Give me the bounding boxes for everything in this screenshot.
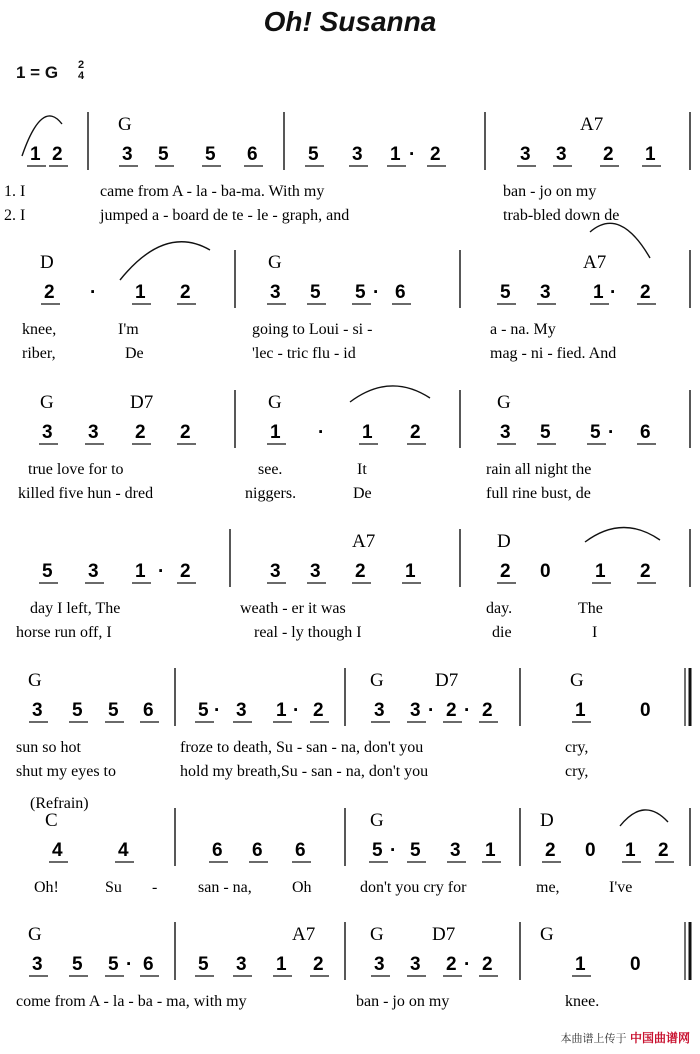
note-number: 6 — [247, 144, 258, 165]
chord-symbol: A7 — [292, 924, 316, 945]
slur-arc — [585, 527, 660, 542]
chord-symbol: C — [45, 810, 58, 831]
note-number: 2 — [482, 954, 493, 975]
note-number: 6 — [252, 840, 263, 861]
lyric-verse-2: niggers. — [245, 485, 297, 502]
note-number: 5 — [205, 144, 216, 165]
note-number: 3 — [540, 282, 551, 303]
note-number: 3 — [410, 700, 421, 721]
note-number: 3 — [374, 700, 385, 721]
lyric-verse-2: hold my breath,Su - san - na, don't you — [180, 763, 429, 780]
chord-symbol: G — [370, 670, 384, 691]
note-number: 2 — [313, 954, 324, 975]
lyric-verse-1: don't you cry for — [360, 879, 467, 896]
lyric-verse-1: - — [152, 879, 158, 896]
chord-symbol: G — [118, 114, 132, 135]
lyric-verse-2: shut my eyes to — [16, 763, 116, 780]
dot-mark: · — [158, 561, 165, 582]
note-number: 5 — [72, 954, 83, 975]
note-number: 6 — [143, 954, 154, 975]
lyric-verse-1: sun so hot — [16, 739, 81, 756]
note-number: 3 — [42, 422, 53, 443]
lyric-verse-1: day I left, The — [30, 600, 121, 617]
lyric-verse-1: ban - jo on my — [356, 993, 450, 1010]
lyric-verse-1: 1. I — [4, 183, 26, 200]
chord-symbol: G — [268, 392, 282, 413]
chord-symbol: D — [540, 810, 554, 831]
lyric-verse-2: mag - ni - fied. And — [490, 345, 617, 362]
note-number: 2 — [545, 840, 556, 861]
note-number: 3 — [270, 561, 281, 582]
note-number: 2 — [180, 422, 191, 443]
chord-symbol: D7 — [130, 392, 154, 413]
lyric-verse-1: see. — [258, 461, 283, 478]
dot-mark: · — [90, 282, 97, 303]
lyric-verse-1: knee, — [22, 321, 57, 338]
note-number: 6 — [212, 840, 223, 861]
lyric-verse-2: full rine bust, de — [486, 485, 591, 502]
lyric-verse-2: 2. I — [4, 207, 26, 224]
note-number: 2 — [44, 282, 55, 303]
note-number: 2 — [446, 700, 457, 721]
lyric-verse-1: cry, — [565, 739, 589, 756]
chord-symbol: G — [268, 252, 282, 273]
note-number: 3 — [88, 561, 99, 582]
lyric-verse-2: real - ly though I — [254, 624, 362, 641]
note-number: 2 — [640, 561, 651, 582]
note-number: 3 — [236, 954, 247, 975]
note-number: 6 — [395, 282, 406, 303]
lyric-verse-2: killed five hun - dred — [18, 485, 154, 502]
lyric-verse-2: De — [353, 485, 372, 502]
lyric-verse-1: rain all night the — [486, 461, 592, 478]
note-number: 1 — [595, 561, 606, 582]
refrain-label: (Refrain) — [30, 795, 89, 812]
note-number: 0 — [640, 700, 651, 721]
dot-mark: · — [428, 700, 435, 721]
dot-mark: · — [464, 700, 471, 721]
lyric-verse-1: true love for to — [28, 461, 124, 478]
chord-symbol: A7 — [583, 252, 607, 273]
note-number: 2 — [603, 144, 614, 165]
lyric-verse-1: I've — [609, 879, 633, 896]
note-number: 6 — [295, 840, 306, 861]
chord-symbol: G — [370, 924, 384, 945]
lyric-verse-1: froze to death, Su - san - na, don't you — [180, 739, 424, 756]
song-title: Oh! Susanna — [263, 6, 437, 37]
note-number: 1 — [645, 144, 656, 165]
lyric-verse-1: came from A - la - ba-ma. With my — [100, 183, 325, 200]
chord-symbol: D7 — [432, 924, 456, 945]
chord-symbol: G — [28, 924, 42, 945]
note-number: 3 — [500, 422, 511, 443]
lyric-verse-1: Oh! — [34, 879, 59, 896]
lyric-verse-1: knee. — [565, 993, 600, 1010]
note-number: 3 — [450, 840, 461, 861]
note-number: 1 — [362, 422, 373, 443]
chord-symbol: A7 — [580, 114, 604, 135]
lyric-verse-2: horse run off, I — [16, 624, 112, 641]
note-number: 1 — [575, 954, 586, 975]
note-number: 3 — [88, 422, 99, 443]
slur-arc — [350, 386, 430, 402]
note-number: 1 — [135, 282, 146, 303]
note-number: 5 — [308, 144, 319, 165]
lyric-verse-1: san - na, — [198, 879, 252, 896]
note-number: 5 — [72, 700, 83, 721]
note-number: 5 — [198, 954, 209, 975]
lyric-verse-1: The — [578, 600, 603, 617]
note-number: 2 — [482, 700, 493, 721]
note-number: 2 — [355, 561, 366, 582]
chord-symbol: G — [40, 392, 54, 413]
chord-symbol: G — [370, 810, 384, 831]
lyric-verse-2: cry, — [565, 763, 589, 780]
chord-symbol: G — [540, 924, 554, 945]
lyric-verse-1: It — [357, 461, 367, 478]
lyric-verse-2: jumped a - board de te - le - graph, and — [100, 207, 350, 224]
note-number: 3 — [556, 144, 567, 165]
note-number: 3 — [122, 144, 133, 165]
note-number: 3 — [374, 954, 385, 975]
note-number: 3 — [32, 954, 43, 975]
note-number: 3 — [520, 144, 531, 165]
lyric-verse-1: day. — [486, 600, 513, 617]
lyric-verse-1: I'm — [118, 321, 139, 338]
note-number: 1 — [270, 422, 281, 443]
slur-arc — [620, 810, 668, 826]
note-number: 3 — [410, 954, 421, 975]
lyric-verse-1: ban - jo on my — [503, 183, 597, 200]
chord-symbol: G — [28, 670, 42, 691]
note-number: 6 — [640, 422, 651, 443]
note-number: 2 — [640, 282, 651, 303]
note-number: 5 — [158, 144, 169, 165]
note-number: 1 — [593, 282, 604, 303]
note-number: 6 — [143, 700, 154, 721]
note-number: 1 — [135, 561, 146, 582]
time-signature-bottom: 4 — [78, 70, 85, 82]
note-number: 1 — [276, 954, 287, 975]
slur-arc — [120, 242, 210, 280]
note-number: 1 — [276, 700, 287, 721]
note-number: 5 — [540, 422, 551, 443]
note-number: 2 — [410, 422, 421, 443]
note-number: 5 — [355, 282, 366, 303]
lyric-verse-1: come from A - la - ba - ma, with my — [16, 993, 247, 1010]
chord-symbol: G — [497, 392, 511, 413]
note-number: 3 — [310, 561, 321, 582]
lyric-verse-1: a - na. My — [490, 321, 556, 338]
lyric-verse-1: me, — [536, 879, 560, 896]
note-number: 3 — [270, 282, 281, 303]
lyric-verse-2: die — [492, 624, 512, 641]
note-number: 2 — [52, 144, 63, 165]
note-number: 3 — [32, 700, 43, 721]
note-number: 1 — [575, 700, 586, 721]
note-number: 5 — [108, 954, 119, 975]
note-number: 4 — [52, 840, 63, 861]
note-number: 2 — [430, 144, 441, 165]
lyric-verse-2: I — [592, 624, 598, 641]
time-signature-top: 2 — [78, 59, 85, 71]
note-number: 2 — [500, 561, 511, 582]
dot-mark: · — [373, 282, 380, 303]
note-number: 5 — [310, 282, 321, 303]
note-number: 3 — [236, 700, 247, 721]
note-number: 5 — [500, 282, 511, 303]
note-number: 1 — [390, 144, 401, 165]
dot-mark: · — [409, 144, 416, 165]
dot-mark: · — [126, 954, 133, 975]
note-number: 5 — [42, 561, 53, 582]
lyric-verse-1: Oh — [292, 879, 312, 896]
note-number: 2 — [180, 282, 191, 303]
dot-mark: · — [390, 840, 397, 861]
chord-symbol: D7 — [435, 670, 459, 691]
chord-symbol: G — [570, 670, 584, 691]
note-number: 1 — [405, 561, 416, 582]
footer-brand: 中国曲谱网 — [629, 1031, 690, 1045]
note-number: 1 — [30, 144, 41, 165]
lyric-verse-2: De — [125, 345, 144, 362]
note-number: 2 — [135, 422, 146, 443]
lyric-verse-2: 'lec - tric flu - id — [252, 345, 356, 362]
note-number: 3 — [352, 144, 363, 165]
note-number: 2 — [658, 840, 669, 861]
chord-symbol: D — [40, 252, 54, 273]
lyric-verse-2: trab-bled down de — [503, 207, 620, 224]
note-number: 0 — [630, 954, 641, 975]
note-number: 5 — [590, 422, 601, 443]
note-number: 0 — [540, 561, 551, 582]
note-number: 4 — [118, 840, 129, 861]
note-number: 2 — [180, 561, 191, 582]
note-number: 5 — [410, 840, 421, 861]
note-number: 2 — [446, 954, 457, 975]
note-number: 2 — [313, 700, 324, 721]
lyric-verse-1: going to Loui - si - — [252, 321, 373, 338]
note-number: 1 — [625, 840, 636, 861]
key-signature: 1 = G — [16, 63, 59, 82]
chord-symbol: A7 — [352, 531, 376, 552]
note-number: 5 — [198, 700, 209, 721]
lyric-verse-1: Su — [105, 879, 122, 896]
note-number: 5 — [372, 840, 383, 861]
chord-symbol: D — [497, 531, 511, 552]
dot-mark: · — [610, 282, 617, 303]
dot-mark: · — [464, 954, 471, 975]
footer-text: 本曲谱上传于 — [560, 1032, 627, 1045]
dot-mark: · — [318, 422, 325, 443]
note-number: 0 — [585, 840, 596, 861]
lyric-verse-1: weath - er it was — [240, 600, 346, 617]
footer — [560, 1029, 690, 1046]
dot-mark: · — [214, 700, 221, 721]
dot-mark: · — [293, 700, 300, 721]
dot-mark: · — [608, 422, 615, 443]
lyric-verse-2: riber, — [22, 345, 56, 362]
note-number: 1 — [485, 840, 496, 861]
note-number: 5 — [108, 700, 119, 721]
